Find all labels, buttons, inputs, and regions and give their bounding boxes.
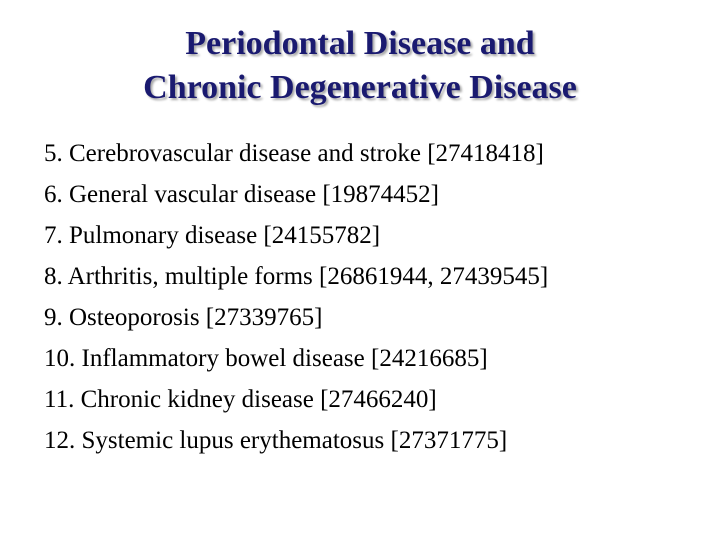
slide-title: [40, 22, 680, 110]
slide-title-line-1: Periodontal Disease and: [185, 25, 535, 62]
list-item: 6. General vascular disease [19874452]: [44, 181, 439, 208]
disease-list: [44, 133, 704, 461]
list-item: 9. Osteoporosis [27339765]: [44, 304, 323, 331]
list-item: 10. Inflammatory bowel disease [24216685]: [44, 345, 488, 372]
list-item: 12. Systemic lupus erythematosus [27371775]: [44, 427, 508, 454]
slide-title-line-2: Chronic Degenerative Disease: [143, 69, 577, 106]
list-item: 5. Cerebrovascular disease and stroke [27418418]: [44, 140, 544, 167]
list-item: 11. Chronic kidney disease [27466240]: [44, 386, 437, 413]
list-item: 8. Arthritis, multiple forms [26861944, 27439545]: [44, 263, 549, 290]
list-item: 7. Pulmonary disease [24155782]: [44, 222, 381, 249]
